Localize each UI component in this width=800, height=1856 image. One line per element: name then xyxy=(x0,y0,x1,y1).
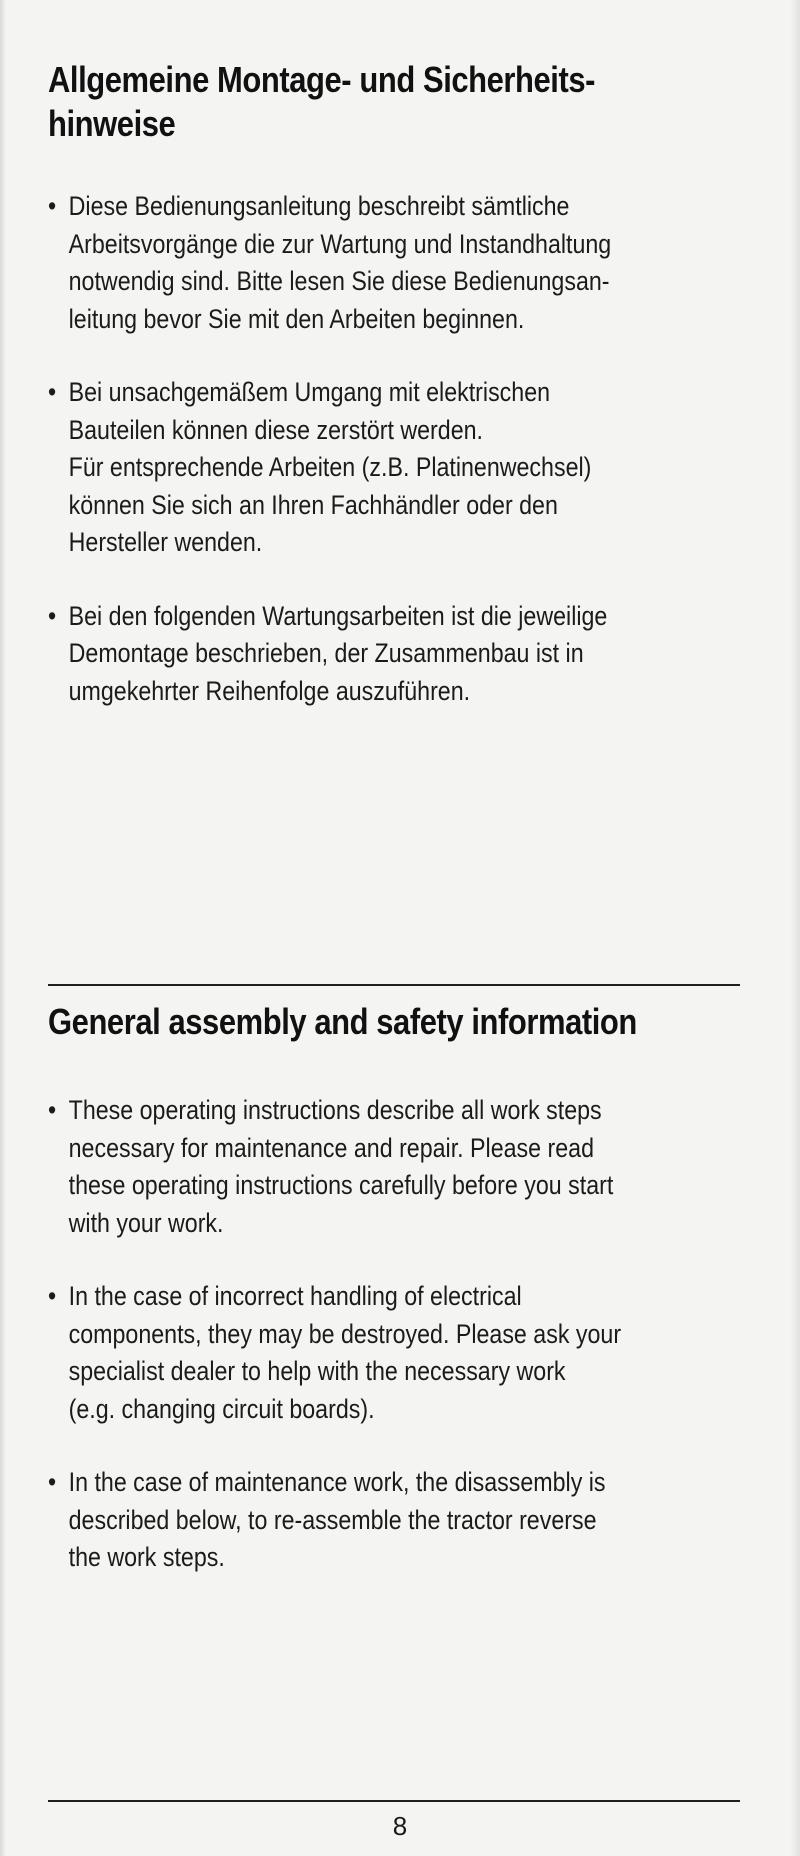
bullet-marker: • xyxy=(48,191,57,221)
bullet-marker: • xyxy=(48,600,57,631)
section-divider xyxy=(48,984,740,986)
english-bullet-item-1 xyxy=(48,1092,739,1242)
footer-divider xyxy=(48,1800,740,1802)
page-edge-left xyxy=(0,0,6,1856)
bullet-text: Diese Bedienungsanleitung beschreibt sämtliche Arbeitsvorgänge die zur Wartung und Instandhaltung notwendig sind. Bitte lesen Sie diese Bedienungsan- leitung bevor Sie mit den Arbeiten beginnen. xyxy=(68,191,612,334)
bullet-marker: • xyxy=(48,377,57,407)
german-bullet-item-3 xyxy=(48,598,739,711)
german-section-heading xyxy=(48,58,736,146)
english-safety-section xyxy=(48,1000,738,1577)
bullet-marker: • xyxy=(48,1281,57,1311)
german-bullet-item-1 xyxy=(48,188,739,338)
german-bullet-item-2 xyxy=(48,374,739,562)
bullet-text: In the case of incorrect handling of electrical components, they may be destroyed. Please ask your specialist dealer to help with the necessary work (e.g. changing circuit boards). xyxy=(68,1281,622,1424)
bullet-text: These operating instructions describe all work steps necessary for maintenance and repair. Please read these operating instructions carefully before you start with your work. xyxy=(68,1095,614,1238)
german-bullet-list xyxy=(48,188,738,710)
bullet-text: Bei unsachgemäßem Umgang mit elektrischen Bauteilen können diese zerstört werden. Für entsprechende Arbeiten (z.B. Platinenwechsel) können Sie sich an Ihren Fachhändler oder den Hersteller wenden. xyxy=(68,377,592,557)
english-section-heading: General assembly and safety information xyxy=(48,1001,637,1042)
english-bullet-item-2 xyxy=(48,1278,739,1428)
english-bullet-item-3 xyxy=(48,1464,739,1577)
bullet-marker: • xyxy=(48,1467,57,1497)
page-number: 8 xyxy=(392,1811,408,1841)
bullet-text: Bei den folgenden Wartungsarbeiten ist die jeweilige Demontage beschrieben, der Zusammenbau ist in umgekehrter Reihenfolge auszuführen. xyxy=(68,600,608,706)
german-safety-section xyxy=(48,58,738,710)
english-bullet-list xyxy=(48,1092,738,1577)
bullet-text: In the case of maintenance work, the disassembly is described below, to re-assemble the tractor reverse the work steps. xyxy=(68,1467,606,1572)
bullet-marker: • xyxy=(48,1095,57,1125)
german-heading-text: Allgemeine Montage- und Sicherheits- hinweise xyxy=(48,59,596,144)
page-edge-right xyxy=(790,0,800,1856)
